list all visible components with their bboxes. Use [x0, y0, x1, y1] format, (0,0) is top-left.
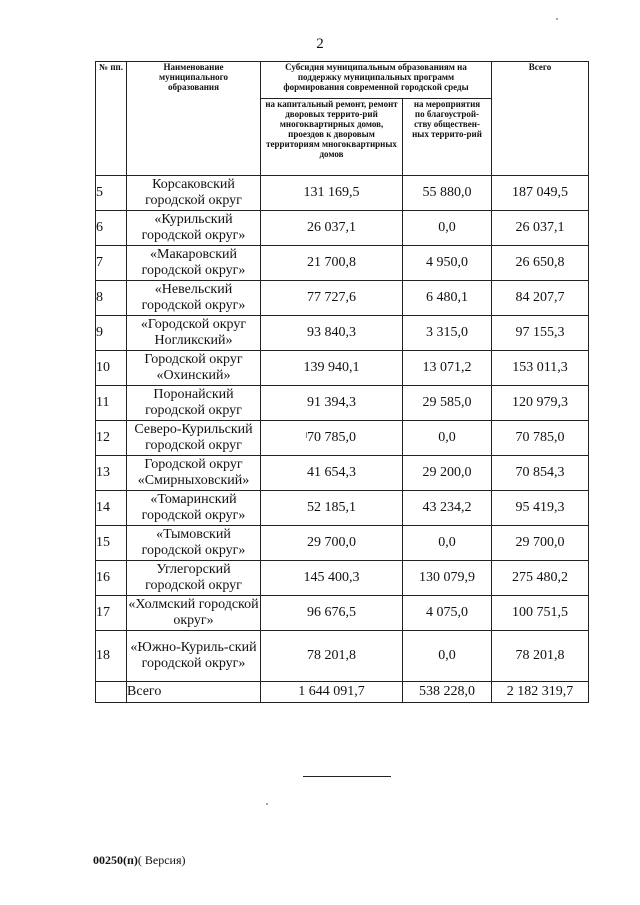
row-capital-repair-value: 96 676,5 [261, 596, 403, 631]
header-total: Всего [492, 62, 589, 176]
row-public-areas-value: 0,0 [403, 631, 492, 682]
row-municipality-name: «Тымовский городской округ» [127, 526, 261, 561]
row-capital-repair-value: 26 037,1 [261, 211, 403, 246]
table-row [96, 456, 589, 491]
footer-version: ( Версия) [137, 853, 186, 867]
row-number: 6 [96, 211, 127, 246]
total-public-areas-value: 538 228,0 [403, 682, 492, 703]
row-capital-repair-value: 139 940,1 [261, 351, 403, 386]
table-row [96, 211, 589, 246]
row-number: 12 [96, 421, 127, 456]
table-body [96, 176, 589, 703]
row-total-value: 26 037,1 [492, 211, 589, 246]
row-capital-repair-value: 29 700,0 [261, 526, 403, 561]
table-row [96, 176, 589, 211]
header-public: на мероприятия по благоустрой-ству обществен-ных террито-рий [403, 99, 492, 176]
table-row [96, 561, 589, 596]
row-municipality-name: «Курильский городской округ» [127, 211, 261, 246]
table-row [96, 316, 589, 351]
row-total-value: 100 751,5 [492, 596, 589, 631]
row-municipality-name: «Холмский городской округ» [127, 596, 261, 631]
row-municipality-name: «Южно-Куриль-ский городской округ» [127, 631, 261, 682]
subsidy-table [95, 61, 589, 703]
table-row [96, 491, 589, 526]
row-public-areas-value: 13 071,2 [403, 351, 492, 386]
row-number: 15 [96, 526, 127, 561]
total-capital-repair-value: 1 644 091,7 [261, 682, 403, 703]
row-public-areas-value: 29 200,0 [403, 456, 492, 491]
row-number: 14 [96, 491, 127, 526]
row-municipality-name: Городской округ «Охинский» [127, 351, 261, 386]
row-total-value: 95 419,3 [492, 491, 589, 526]
row-total-value: 120 979,3 [492, 386, 589, 421]
row-capital-repair-value: 78 201,8 [261, 631, 403, 682]
row-number: 11 [96, 386, 127, 421]
row-municipality-name: «Томаринский городской округ» [127, 491, 261, 526]
row-municipality-name: «Невельский городской округ» [127, 281, 261, 316]
total-grand-value: 2 182 319,7 [492, 682, 589, 703]
scan-speck [556, 18, 558, 20]
row-capital-repair-value: 77 727,6 [261, 281, 403, 316]
row-municipality-name: «Макаровский городской округ» [127, 246, 261, 281]
table-row [96, 526, 589, 561]
row-public-areas-value: 55 880,0 [403, 176, 492, 211]
table-row [96, 246, 589, 281]
row-capital-repair-value: 93 840,3 [261, 316, 403, 351]
row-public-areas-value: 130 079,9 [403, 561, 492, 596]
row-total-value: 275 480,2 [492, 561, 589, 596]
row-capital-repair-value: 91 394,3 [261, 386, 403, 421]
row-capital-repair-value: 131 169,5 [261, 176, 403, 211]
header-num: № пп. [96, 62, 127, 176]
table-total-row [96, 682, 589, 703]
row-total-value: 97 155,3 [492, 316, 589, 351]
scan-speck [306, 432, 307, 438]
header-subsidy: Субсидия муниципальным образованиям на поддержку муниципальных программ формирования современной городской среды [261, 62, 492, 99]
row-public-areas-value: 43 234,2 [403, 491, 492, 526]
row-number: 16 [96, 561, 127, 596]
table-row [96, 421, 589, 456]
row-municipality-name: Поронайский городской округ [127, 386, 261, 421]
row-public-areas-value: 4 075,0 [403, 596, 492, 631]
row-total-value: 153 011,3 [492, 351, 589, 386]
row-municipality-name: Городской округ «Смирныховский» [127, 456, 261, 491]
row-number: 18 [96, 631, 127, 682]
table-row [96, 596, 589, 631]
table-row [96, 351, 589, 386]
row-number: 17 [96, 596, 127, 631]
row-capital-repair-value: 52 185,1 [261, 491, 403, 526]
total-row-label: Всего [127, 682, 261, 703]
page-number: 2 [316, 36, 324, 52]
row-total-value: 29 700,0 [492, 526, 589, 561]
row-total-value: 187 049,5 [492, 176, 589, 211]
row-capital-repair-value: 41 654,3 [261, 456, 403, 491]
footer [93, 853, 186, 867]
total-row-number [96, 682, 127, 703]
row-public-areas-value: 0,0 [403, 421, 492, 456]
row-total-value: 26 650,8 [492, 246, 589, 281]
row-number: 10 [96, 351, 127, 386]
row-capital-repair-value: 21 700,8 [261, 246, 403, 281]
row-number: 13 [96, 456, 127, 491]
table-row [96, 631, 589, 682]
separator-rule [303, 776, 391, 777]
row-municipality-name: «Городской округ Ногликский» [127, 316, 261, 351]
row-public-areas-value: 29 585,0 [403, 386, 492, 421]
row-total-value: 84 207,7 [492, 281, 589, 316]
row-capital-repair-value: 145 400,3 [261, 561, 403, 596]
row-number: 5 [96, 176, 127, 211]
row-public-areas-value: 0,0 [403, 211, 492, 246]
table-row [96, 386, 589, 421]
scan-speck [266, 803, 268, 805]
row-total-value: 70 854,3 [492, 456, 589, 491]
row-number: 9 [96, 316, 127, 351]
row-number: 8 [96, 281, 127, 316]
row-municipality-name: Углегорский городской округ [127, 561, 261, 596]
row-number: 7 [96, 246, 127, 281]
row-total-value: 70 785,0 [492, 421, 589, 456]
row-public-areas-value: 0,0 [403, 526, 492, 561]
row-public-areas-value: 4 950,0 [403, 246, 492, 281]
header-name: Наименование муниципального образования [127, 62, 261, 176]
footer-code: 00250(п) [93, 853, 138, 867]
row-capital-repair-value: 70 785,0 [261, 421, 403, 456]
row-municipality-name: Северо-Курильский городской округ [127, 421, 261, 456]
row-municipality-name: Корсаковский городской округ [127, 176, 261, 211]
table-row [96, 281, 589, 316]
row-total-value: 78 201,8 [492, 631, 589, 682]
row-public-areas-value: 3 315,0 [403, 316, 492, 351]
header-capital: на капитальный ремонт, ремонт дворовых террито-рий многоквартирных домов, проездов к дворовым территориям многоквартирных домов [261, 99, 403, 176]
row-public-areas-value: 6 480,1 [403, 281, 492, 316]
